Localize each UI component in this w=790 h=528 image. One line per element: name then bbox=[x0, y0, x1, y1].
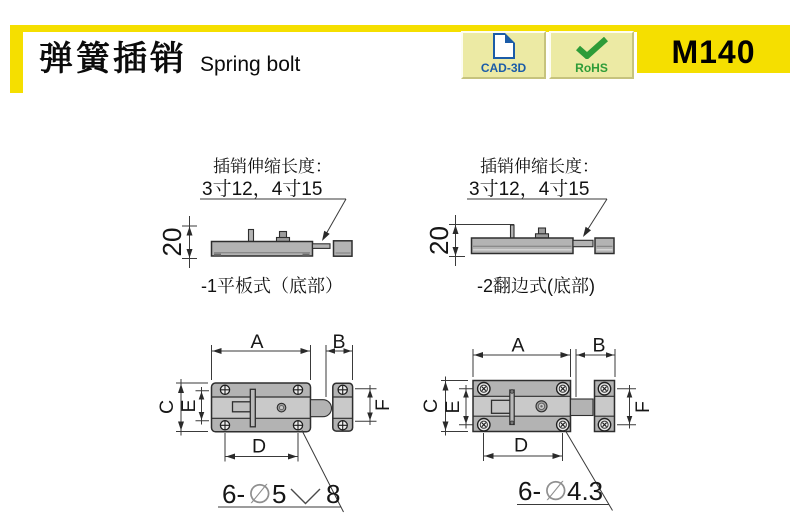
bolt-rod bbox=[573, 240, 593, 246]
dim-label-d: D bbox=[251, 435, 267, 458]
dim-f bbox=[355, 385, 394, 425]
handle-bar bbox=[510, 390, 514, 425]
bolt-handle-tab bbox=[249, 230, 254, 242]
side-view-1-caption: -1平板式（底部） bbox=[200, 276, 344, 296]
callout-dia-value: 4.3 bbox=[567, 476, 604, 506]
screw-hole bbox=[220, 421, 229, 430]
screw-hole bbox=[598, 383, 610, 395]
dim-a bbox=[473, 335, 571, 378]
dim-label-f: F bbox=[372, 399, 394, 411]
screw-hole bbox=[220, 385, 229, 394]
top-view-2 bbox=[420, 335, 654, 511]
bolt-top-view bbox=[212, 383, 353, 432]
knob-top bbox=[539, 228, 546, 234]
extension-note-line2: 3寸12，4寸15 bbox=[202, 179, 323, 200]
extension-note-line1: 插销伸缩长度： bbox=[480, 157, 599, 176]
height-dim-value: 20 bbox=[157, 227, 187, 257]
screw-hole bbox=[338, 421, 347, 430]
height-dimension bbox=[157, 216, 197, 268]
countersink-icon bbox=[291, 489, 320, 504]
diameter-symbol: ∅ bbox=[544, 476, 568, 506]
dim-d bbox=[225, 433, 298, 462]
height-dim-value: 20 bbox=[424, 226, 454, 255]
cad-3d-badge[interactable] bbox=[461, 31, 546, 79]
screw-hole bbox=[478, 419, 490, 431]
cad-badge-label: CAD-3D bbox=[480, 61, 527, 75]
hole-callout bbox=[218, 431, 344, 513]
screw-hole bbox=[598, 419, 610, 431]
callout-qty: 6- bbox=[518, 476, 542, 506]
side-view-2-caption: -2翻边式(底部) bbox=[477, 276, 595, 296]
bolt-rod bbox=[311, 400, 332, 417]
screw-hole bbox=[293, 421, 302, 430]
part-code: M140 bbox=[637, 31, 790, 73]
screw-hole bbox=[557, 383, 569, 395]
dim-a bbox=[212, 331, 311, 380]
leader-arrow bbox=[322, 231, 330, 241]
page-title-zh: 弹簧插销 bbox=[39, 40, 187, 78]
extension-note-line1: 插销伸缩长度： bbox=[213, 157, 332, 176]
page-title-en: Spring bolt bbox=[200, 53, 301, 76]
side-view-1 bbox=[157, 157, 352, 296]
callout-qty: 6- bbox=[222, 479, 246, 509]
drawings-canvas bbox=[0, 110, 790, 528]
dim-label-e: E bbox=[442, 400, 464, 414]
hole-callout bbox=[517, 430, 613, 511]
dim-label-b: B bbox=[332, 331, 346, 353]
extension-note-line2: 3寸12，4寸15 bbox=[469, 179, 590, 200]
dim-label-f: F bbox=[632, 401, 654, 413]
rohs-badge-label: RoHS bbox=[575, 61, 608, 75]
bolt-handle-pin bbox=[511, 225, 515, 238]
handle-bar bbox=[250, 389, 255, 427]
dim-label-e: E bbox=[178, 399, 200, 413]
screw-hole bbox=[293, 385, 302, 394]
rohs-badge[interactable] bbox=[549, 31, 634, 79]
callout-cs-depth: 8 bbox=[326, 479, 341, 509]
dim-label-a: A bbox=[511, 334, 525, 357]
side-view-2 bbox=[424, 157, 614, 296]
bolt-side-profile bbox=[212, 230, 353, 257]
dim-label-c: C bbox=[420, 398, 442, 414]
dim-f bbox=[617, 385, 654, 429]
dim-label-c: C bbox=[156, 399, 178, 415]
screw-hole bbox=[557, 419, 569, 431]
bolt-rod bbox=[571, 399, 594, 416]
keeper-side bbox=[334, 241, 353, 256]
callout-dia-value: 5 bbox=[272, 479, 287, 509]
bolt-top-view bbox=[473, 381, 615, 432]
top-view-1 bbox=[156, 331, 394, 512]
dim-label-d: D bbox=[513, 434, 529, 457]
bolt-rod bbox=[313, 244, 331, 249]
header-accent-left-bar bbox=[10, 25, 23, 93]
dim-label-b: B bbox=[592, 334, 606, 357]
rohs-check-icon bbox=[575, 37, 609, 59]
screw-hole bbox=[338, 385, 347, 394]
bolt-side-profile bbox=[472, 225, 615, 254]
leader-arrow bbox=[583, 227, 591, 237]
bolt-plate bbox=[472, 238, 574, 254]
bolt-plate bbox=[212, 242, 313, 257]
dim-label-a: A bbox=[250, 331, 264, 353]
keeper-side bbox=[595, 238, 614, 254]
dim-d bbox=[484, 433, 563, 461]
diameter-symbol: ∅ bbox=[248, 479, 272, 509]
cad-document-icon bbox=[493, 33, 515, 59]
screw-hole bbox=[478, 383, 490, 395]
